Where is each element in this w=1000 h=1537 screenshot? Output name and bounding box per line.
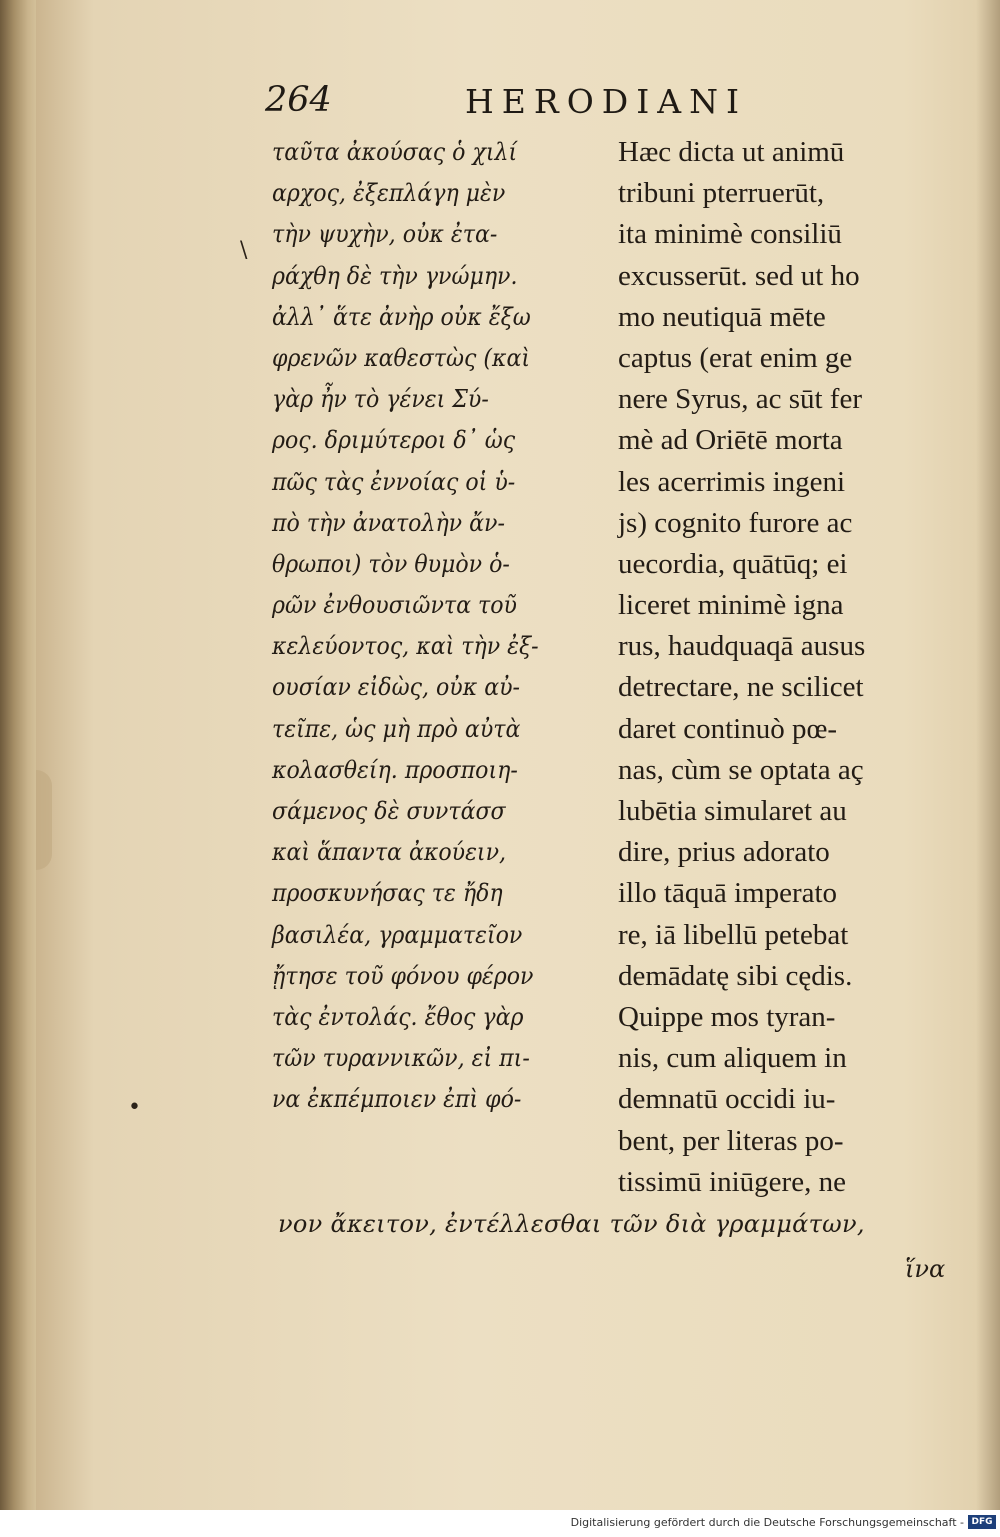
latin-line: tissimū iniūgere, ne bbox=[618, 1165, 846, 1198]
greek-closing-line: νον ἄκειτον, ἐντέλλεσθαι τῶν διὰ γραμμάτων, bbox=[278, 1210, 865, 1238]
greek-line: τῶν τυραννικῶν, εἰ πι- bbox=[272, 1044, 530, 1073]
latin-line: dire, prius adorato bbox=[618, 836, 830, 869]
greek-line: να ἐκπέμποιεν ἐπὶ φό- bbox=[272, 1085, 522, 1114]
latin-line: re, iā libellū petebat bbox=[618, 918, 849, 951]
greek-line: φρενῶν καθεστὼς (καὶ bbox=[272, 343, 531, 372]
latin-line: demnatū occidi iu- bbox=[618, 1083, 836, 1116]
latin-line: rus, haudquaqā ausus bbox=[618, 630, 866, 663]
latin-line: detrectare, ne scilicet bbox=[618, 671, 864, 704]
greek-line: γὰρ ἦν τὸ γένει Σύ- bbox=[272, 385, 489, 414]
latin-line: js) cognito furore ac bbox=[618, 506, 853, 539]
latin-line: illo tāquā imperato bbox=[618, 877, 838, 910]
latin-line: mo neutiquā mēte bbox=[618, 300, 826, 333]
latin-line: bent, per literas po- bbox=[618, 1124, 844, 1157]
greek-line: τὴν ψυχὴν, οὐκ ἐτα- bbox=[272, 220, 498, 249]
page-shadow bbox=[976, 0, 1000, 1510]
greek-line: κολασθείη. προσποιη- bbox=[272, 755, 518, 784]
greek-text-column bbox=[272, 132, 607, 1121]
greek-line: ἀλλ᾽ ἅτε ἀνὴρ οὐκ ἔξω bbox=[272, 302, 531, 331]
latin-line: les acerrimis ingeni bbox=[618, 465, 846, 498]
greek-line: ουσίαν εἰδὼς, οὐκ αὐ- bbox=[272, 673, 521, 702]
greek-line: κελεύοντος, καὶ τὴν ἐξ- bbox=[272, 632, 539, 661]
dfg-logo: DFG bbox=[968, 1515, 996, 1529]
latin-line: nis, cum aliquem in bbox=[618, 1042, 847, 1075]
greek-line: ταῦτα ἀκούσας ὁ χιλί bbox=[272, 138, 518, 166]
latin-line: daret continuò pœ- bbox=[618, 712, 838, 745]
greek-line: ράχθη δὲ τὴν γνώμην. bbox=[272, 261, 518, 290]
footer-credit: Digitalisierung gefördert durch die Deutsche Forschungsgemeinschaft - bbox=[570, 1516, 964, 1529]
page-header bbox=[265, 80, 965, 130]
greek-line: προσκυνήσας τε ἤδη bbox=[272, 879, 503, 908]
greek-line: θρωποι) τὸν θυμὸν ὁ- bbox=[272, 549, 510, 578]
greek-line: πῶς τὰς ἐννοίας οἱ ὑ- bbox=[272, 467, 516, 496]
latin-line: ita minimè consiliū bbox=[618, 218, 842, 251]
page-number: 264 bbox=[265, 80, 332, 120]
latin-line: nere Syrus, ac sūt fer bbox=[618, 383, 862, 416]
greek-line: πὸ τὴν ἀνατολὴν ἄν- bbox=[272, 508, 505, 537]
greek-line: ρος. δριμύτεροι δ᾽ ὡς bbox=[272, 426, 516, 455]
latin-text-column bbox=[618, 132, 938, 1203]
margin-mark: • bbox=[128, 1095, 141, 1120]
catchword: ἵνα bbox=[905, 1255, 946, 1283]
latin-line: Quippe mos tyran- bbox=[618, 1000, 836, 1033]
latin-line: tribuni pterruerūt, bbox=[618, 177, 825, 210]
greek-line: σάμενος δὲ συντάσσ bbox=[272, 797, 506, 825]
greek-line: τεῖπε, ὡς μὴ πρὸ αὐτὰ bbox=[272, 714, 521, 743]
latin-line: lubētia simularet au bbox=[618, 795, 847, 827]
running-title: HERODIANI bbox=[465, 82, 748, 121]
latin-line: Hæc dicta ut animū bbox=[618, 136, 845, 168]
greek-line: ᾔτησε τοῦ φόνου φέρον bbox=[272, 961, 534, 990]
greek-line: καὶ ἅπαντα ἀκούειν, bbox=[272, 838, 507, 867]
latin-line: excusserūt. sed ut ho bbox=[618, 259, 860, 292]
book-spine bbox=[0, 0, 40, 1510]
latin-line: demādatę sibi cędis. bbox=[618, 959, 853, 992]
latin-line: mè ad Oriētē morta bbox=[618, 424, 843, 457]
margin-mark: \ bbox=[240, 238, 248, 263]
greek-line: αρχος, ἐξεπλάγη μὲν bbox=[272, 179, 506, 208]
latin-line: liceret minimè igna bbox=[618, 589, 844, 622]
latin-line: uecordia, quātūq; ei bbox=[618, 547, 848, 580]
greek-line: βασιλέα, γραμματεῖον bbox=[272, 920, 523, 949]
latin-line: nas, cùm se optata aç bbox=[618, 753, 864, 786]
page-edge bbox=[36, 770, 52, 870]
greek-line: ρῶν ἐνθουσιῶντα τοῦ bbox=[272, 591, 517, 620]
latin-line: captus (erat enim ge bbox=[618, 341, 853, 374]
greek-line: τὰς ἐντολάς. ἔθος γὰρ bbox=[272, 1002, 524, 1031]
